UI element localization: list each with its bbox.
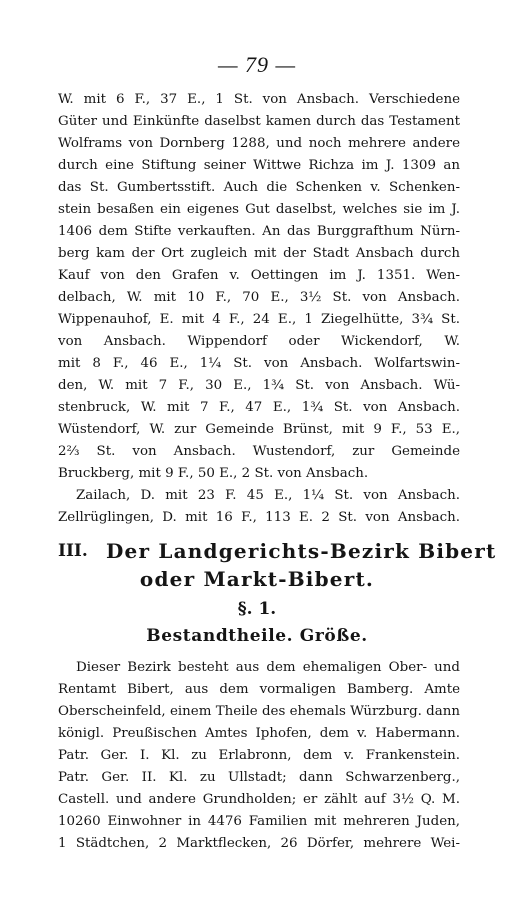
text-line: W. mit 6 F., 37 E., 1 St. von Ansbach. Verschiedene [58, 92, 460, 107]
text-line: Güter und Einkünfte daselbst kamen durch das Testament [58, 114, 460, 129]
text-line: Bruckberg, mit 9 F., 50 E., 2 St. von Ansbach. [58, 466, 369, 481]
text-line: berg kam der Ort zugleich mit der Stadt Ansbach durch [58, 246, 460, 261]
text-line: Castell. und andere Grundholden; er zählt auf 3½ Q. M. [58, 792, 460, 807]
text-line: delbach, W. mit 10 F., 70 E., 3½ St. von Ansbach. [58, 290, 460, 305]
text-line: Dieser Bezirk besteht aus dem ehemaligen Ober- und [76, 660, 460, 675]
text-line: das St. Gumbertsstift. Auch die Schenken v. Schenken- [58, 180, 460, 195]
text-line: Zailach, D. mit 23 F. 45 E., 1¼ St. von Ansbach. [76, 488, 460, 503]
text-line: 1406 dem Stifte verkauften. An das Burggrafthum Nürn- [58, 224, 460, 239]
text-line: stenbruck, W. mit 7 F., 47 E., 1¾ St. von Ansbach. [58, 400, 460, 415]
text-line: 2⅔ St. von Ansbach. Wustendorf, zur Gemeinde [58, 444, 460, 459]
section-title-cont: oder Markt-Bibert. [139, 567, 375, 591]
paragraph-number: §. 1. [237, 599, 277, 619]
text-line: durch eine Stiftung seiner Wittwe Richza im J. 1309 an [58, 158, 460, 173]
text-line: von Ansbach. Wippendorf oder Wickendorf, W. [58, 334, 460, 349]
text-line: Zellrüglingen, D. mit 16 F., 113 E. 2 St. von Ansbach. [58, 510, 460, 525]
section-number: III. [58, 541, 88, 561]
text-line: Wolframs von Dornberg 1288, und noch mehrere andere [58, 136, 460, 151]
text-line: mit 8 F., 46 E., 1¼ St. von Ansbach. Wolfartswin- [58, 356, 460, 371]
text-line: 10260 Einwohner in 4476 Familien mit mehreren Juden, [58, 814, 460, 829]
text-line: den, W. mit 7 F., 30 E., 1¾ St. von Ansbach. Wü- [58, 378, 460, 393]
text-line: Rentamt Bibert, aus dem vormaligen Bamberg. Amte [58, 682, 460, 697]
section-title: Der Landgerichts-Bezirk Bibert [106, 539, 497, 563]
subsection-title: Bestandtheile. Größe. [146, 626, 368, 646]
text-line: Wüstendorf, W. zur Gemeinde Brünst, mit 9 F., 53 E., [58, 422, 460, 437]
text-line: Patr. Ger. I. Kl. zu Erlabronn, dem v. Frankenstein. [58, 748, 460, 763]
text-line: Oberscheinfeld, einem Theile des ehemals Würzburg. dann [58, 704, 460, 719]
text-line: stein besaßen ein eigenes Gut daselbst, welches sie im J. [58, 202, 460, 217]
text-line: königl. Preußischen Amtes Iphofen, dem v. Habermann. [58, 726, 460, 741]
page-number: — 79 — [217, 52, 297, 77]
text-line: Patr. Ger. II. Kl. zu Ullstadt; dann Schwarzenberg., [58, 770, 460, 785]
text-line: 1 Städtchen, 2 Marktflecken, 26 Dörfer, mehrere Wei- [58, 836, 460, 851]
text-line: Kauf von den Grafen v. Oettingen im J. 1351. Wen- [58, 268, 460, 283]
text-line: Wippenauhof, E. mit 4 F., 24 E., 1 Ziegelhütte, 3¾ St. [58, 312, 460, 327]
